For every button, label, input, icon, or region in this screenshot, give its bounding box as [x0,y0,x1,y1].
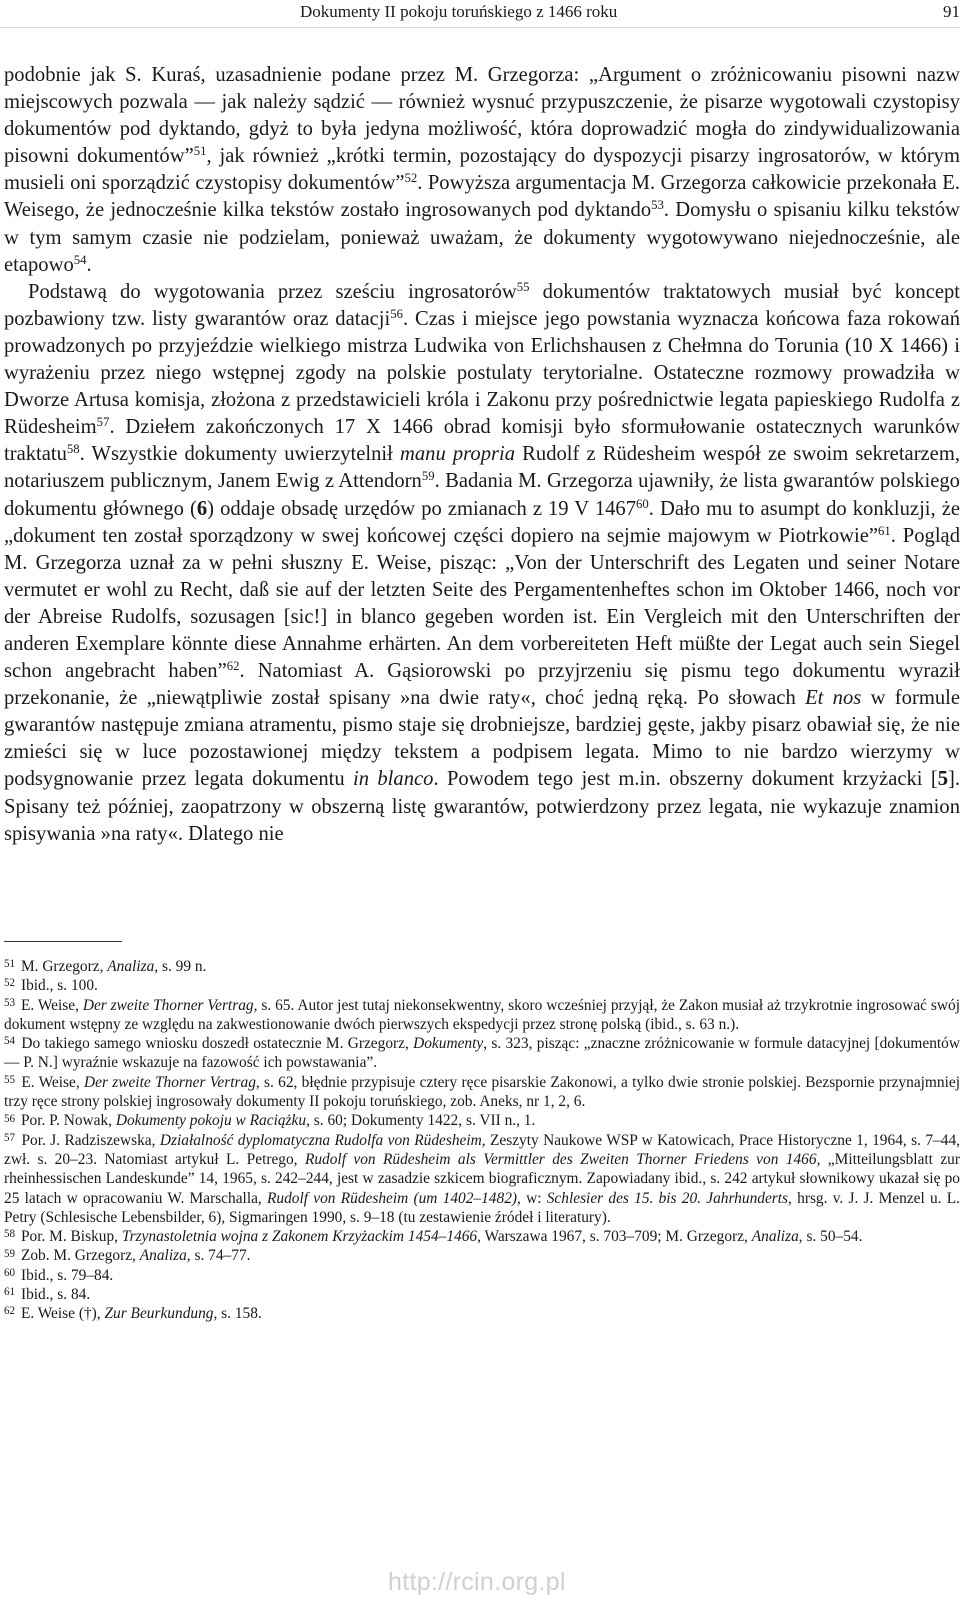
footnote-ref-54[interactable]: 54 [73,252,87,267]
footnote-ref-61[interactable]: 61 [878,523,891,538]
footnote-59: $^{59}$ Zob. M. Grzegorz, Analiza, s. 74–77. [4,1247,251,1265]
footnote-60: $^{60}$ Ibid., s. 79–84. [4,1266,114,1284]
document-ref-6: 6 [196,497,208,520]
footnote-ref-60[interactable]: 60 [636,496,649,511]
footnote-ref-53[interactable]: 53 [651,198,664,213]
italic-phrase: Et nos [805,687,862,710]
paragraph-2: Podstawą do wygotowania przez sześciu ingrosatorów$^{55}$ dokumentów traktatowych musiał być koncept pozbawiony tzw. listy gwarantów oraz datacji$^{56}$. Czas i miejsce jego powstania wyznacza końcowa faza rokowań prowadzonych po przyjeździe wielkiego mistrza Ludwika von Erlichshausen z Chełmna do Torunia (10 X 1466) i wyrażeniu przez niego wstępnej zgody na polskie postulaty terytorialne. Ostateczne rozmowy prowadziła w Dworze Artusa komisja, złożona z przedstawicieli króla i Zakonu przy pośrednictwie legata papieskiego Rudolfa z Rüdesheim$^{57}$. Dziełem zakończonych 17 X 1466 obrad komisji było sformułowanie ostatecznych warunków traktatu$^{58}$. Wszystkie dokumenty uwierzytelnił manu propria Rudolf z Rüdesheim wespół ze swoim sekretarzem, notariuszem publicznym, Janem Ewig z Attendorn$^{59}$. Badania M. Grzegorza ujawniły, że lista gwarantów polskiego dokumentu głównego (6) oddaje obsadę urzędów po zmianach z 19 V 1467$^{60}$. Dało mu to asumpt do konkluzji, że „dokument ten został sporządzony w swej końcowej części dopiero na sejmie majowym w Piotrkowie”$^{61}$. Pogląd M. Grzegorza uznał za w pełni słuszny E. Weise, pisząc: „Von der Unterschrift des Legaten und seiner Notare vermutet er wohl zu Recht, daß sie auf der letzten Seite des Pergamentenheftes schon im Oktober 1466, noch vor der Abreise Rudolfs, sozusagen [sic!] in blanco gegeben worden ist. Ein Vergleich mit den Unterschriften der anderen Exemplare könnte diese Annahme erhärten. An dem vorbereiteten Heft müßte der Legat auch sein Siegel schon angebracht haben”$^{62}$. Natomiast A. Gąsiorowski po przyjrzeniu się pismu tego dokumentu wyraził przekonanie, że „niewątpliwie został spisany »na dwie raty«, choć jedną ręką. Po słowach Et nos w formule gwarantów następuje zmiana atramentu, pismo staje się drobniejsze, bardziej gęste, jakby pisarz obawiał się, że nie zmieści się w luce pozostawionej między tekstem a podpisem legata. Mimo to nie bardzo wierzymy w podsygnowanie przez legata dokumentu in blanco. Powodem tego jest m.in. obszerny dokument krzyżacki [5]. Spisany też później, zaopatrzony w obszerną listę gwarantów, potwierdzony przez legata, nie wykazuje znamion spisywania »na raty«. Dlatego nie [4,279,960,845]
running-title: Dokumenty II pokoju toruńskiego z 1466 roku [300,2,618,21]
footnote-54: $^{54}$ Do takiego samego wniosku doszedł ostatecznie M. Grzegorz, Dokumenty, s. 323, pisząc: „znaczne zróżnicowanie w formule datacyjnej [dokumentów — P. N.] wyraźnie wskazuje na fazowość ich powstawania”. [4,1035,960,1072]
footnote-61: $^{61}$ Ibid., s. 84. [4,1286,91,1304]
footnote-ref-62[interactable]: 62 [226,659,240,674]
footnotes [4,957,960,1324]
page-number: 91 [943,2,960,21]
watermark-url: http://rcin.org.pl [388,1568,566,1596]
running-header [300,0,960,24]
footnote-ref-52[interactable]: 52 [404,171,418,186]
footnote-divider [4,941,122,942]
italic-phrase: manu propria [400,443,516,466]
footnote-ref-59[interactable]: 59 [421,469,435,484]
footnote-62: $^{62}$ E. Weise (†), Zur Beurkundung, s. 158. [4,1305,262,1323]
header-divider [0,27,960,28]
footnote-ref-56[interactable]: 56 [390,306,403,321]
footnote-53: $^{53}$ E. Weise, Der zweite Thorner Vertrag, s. 65. Autor jest tutaj niekonsekwentny, skoro wcześniej przyjął, że Zakon musiał aż trzykrotnie ingrosować swój dokument wstępny ze względu na zakwestionowanie dwóch pierwszych ekspedycji przez stronę polską (ibid., s. 63 n.). [4,996,960,1033]
document-ref-5: 5 [937,768,948,791]
footnote-ref-55[interactable]: 55 [516,279,530,294]
footnote-58: $^{58}$ Por. M. Biskup, Trzynastoletnia wojna z Zakonem Krzyżackim 1454–1466, Warszawa 1967, s. 703–709; M. Grzegorz, Analiza, s. 50–54. [4,1228,863,1246]
footnote-51: $^{51}$ M. Grzegorz, Analiza, s. 99 n. [4,958,207,975]
main-text [4,62,960,848]
footnote-52: $^{52}$ Ibid., s. 100. [4,977,98,995]
footnote-56: $^{56}$ Por. P. Nowak, Dokumenty pokoju w Raciążku, s. 60; Dokumenty 1422, s. VII n., 1. [4,1112,536,1130]
footnote-ref-57[interactable]: 57 [96,415,110,430]
paragraph-1: podobnie jak S. Kuraś, uzasadnienie podane przez M. Grzegorza: „Argument o zróżnicowaniu pisowni nazw miejscowych pozwala — jak należy sądzić — również wysnuć przypuszczenie, że pisarze wygotowali czystopisy dokumentów pod dyktando, gdyż to była jedyna możliwość, która doprowadzić mogła do zindywidualizowania pisowni dokumentów”$^{51}$, jak również „krótki termin, pozostający do dyspozycji pisarzy ingrosatorów, w którym musieli oni sporządzić czystopisy dokumentów”$^{52}$. Powyższa argumentacja M. Grzegorza całkowicie przekonała E. Weisego, że jednocześnie kilka tekstów zostało ingrosowanych pod dyktando$^{53}$. Domysłu o spisaniu kilku tekstów w tym samym czasie nie podzielam, ponieważ uważam, że dokumenty wygotowywano niejednocześnie, ale etapowo$^{54}$. [4,64,960,276]
footnote-ref-51[interactable]: 51 [193,144,207,159]
footnote-55: $^{55}$ E. Weise, Der zweite Thorner Vertrag, s. 62, błędnie przypisuje cztery ręce pisarskie Zakonowi, a tylko dwie stronie polskiej. Bezspornie przynajmniej trzy ręce strony polskiej ingrosowały dokumenty II pokoju toruńskiego, zob. Aneks, nr 1, 2, 6. [4,1073,960,1111]
italic-phrase: in blanco [353,768,434,791]
footnote-57: $^{57}$ Por. J. Radziszewska, Działalność dyplomatyczna Rudolfa von Rüdesheim, Zeszyty Naukowe WSP w Katowicach, Prace Historyczne 1, 1964, s. 7–44, zwł. s. 20–23. Natomiast artykuł L. Petrego, Rudolf von Rüdesheim als Vermittler des Zweiten Thorner Friedens von 1466, „Mitteilungsblatt zur rheinhessischen Landeskunde” 14, 1965, s. 242–244, jest w zasadzie szkicem biograficznym. Zapowiadany ibid., s. 242 artykuł słownikowy ukazał się po 25 latach w opracowaniu W. Marschalla, Rudolf von Rüdesheim (um 1402–1482), w: Schlesier des 15. bis 20. Jahrhunderts, hrsg. v. J. J. Menzel u. L. Petry (Schlesische Lebensbilder, 6), Sigmaringen 1990, s. 9–18 (tu zestawienie źródeł i literatury). [4,1131,960,1226]
footnote-ref-58[interactable]: 58 [66,442,80,457]
